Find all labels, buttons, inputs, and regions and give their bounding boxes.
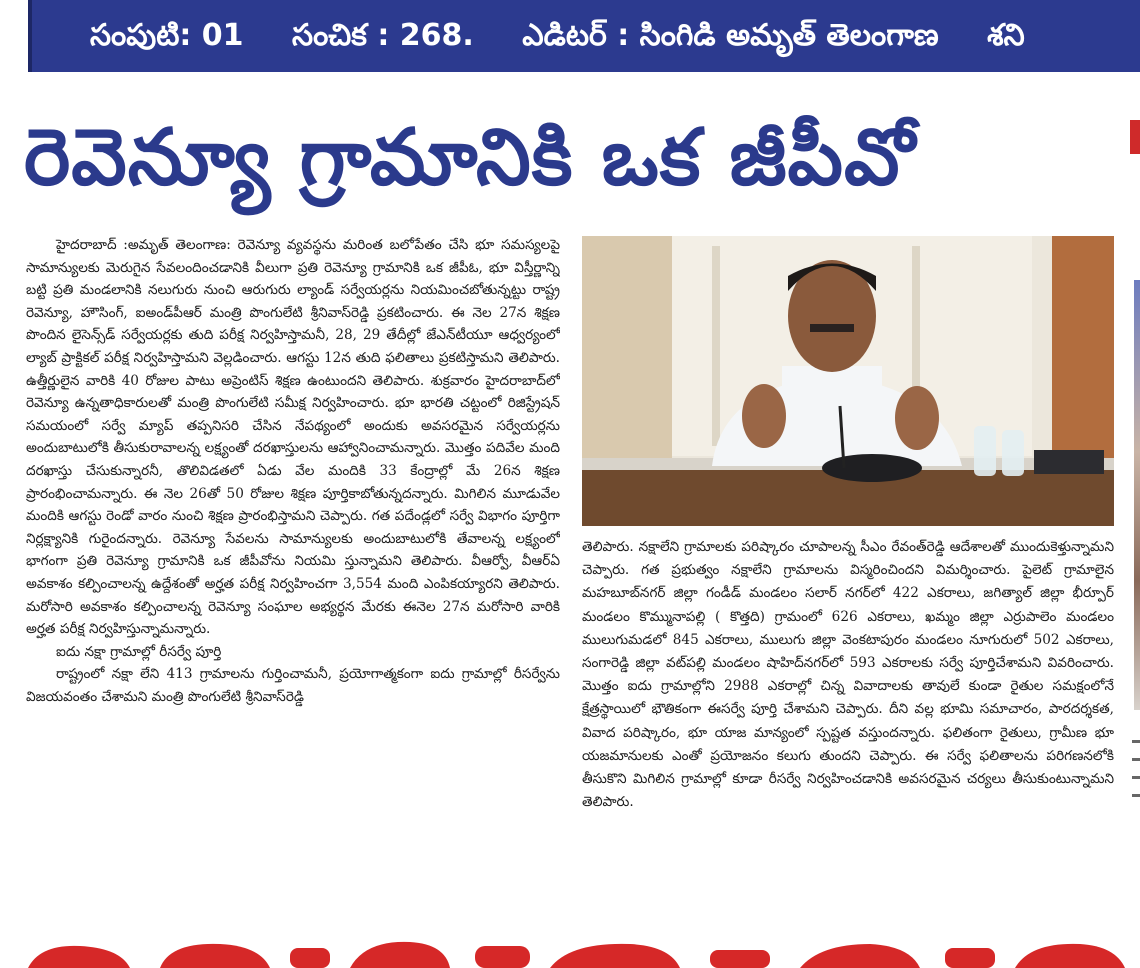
- volume-number: సంపుటి: 01: [90, 18, 244, 53]
- main-headline: రెవెన్యూ గ్రామానికి ఒక జీపీవో: [24, 113, 916, 203]
- article-paragraph: రాష్ట్రంలో నక్షా లేని 413 గ్రామాలను గుర్తించామనీ, ప్రయోగాత్మకంగా ఐదు గ్రామాల్లో రీసర్వేను విజయవంతం చేశామని మంత్రి పొంగులేటి శ్రీనివాస్‌రెడ్డి: [26, 666, 560, 705]
- minister-photo: [582, 236, 1114, 526]
- editor-line: ఎడిటర్ : సింగిడి అమృత్ తెలంగాణ: [522, 18, 939, 53]
- issue-number: సంచిక : 268.: [292, 18, 474, 53]
- article-paragraph: హైదరాబాద్ :అమృత్ తెలంగాణ: రెవెన్యూ వ్యవస్థను మరింత బలోపేతం చేసి భూ సమస్యలపై సామాన్యులకు మెరుగైన సేవలందించడానికి వీలుగా ప్రతి రెవెన్యూ గ్రామానికి ఒక జీపీఓ, భూ విస్తీర్ణాన్ని బట్టి ప్రతి మండలానికి నలుగురు నుంచి ఆరుగురు ల్యాండ్ సర్వేయర్లను నియమించబోతున్నట్టు రాష్ట్ర రెవెన్యూ, హౌసింగ్, ఐఅండ్‌పీఆర్ మంత్రి పొంగులేటి శ్రీనివాస్‌రెడ్డి ప్రకటించారు. ఈ నెల 27న శిక్షణ పొందిన లైసెన్స్‌డ్ సర్వేయర్లకు తుది పరీక్ష నిర్వహిస్తామనీ, 28, 29 తేదీల్లో జేఎన్‌టీయూ ఆధ్వర్యంలో ల్యాబ్ ప్రాక్టికల్ పరీక్ష నిర్వహిస్తామని వెల్లడించారు. ఆగస్టు 12న తుది ఫలితాలు ప్రకటిస్తామని తెలిపారు. ఉత్తీర్ణులైన వారికి 40 రోజుల పాటు అప్రెంటిస్ శిక్షణ ఉంటుందని తెలిపారు. శుక్రవారం హైదరాబాద్‌లో రెవెన్యూ ఉన్నతాధికారులతో మంత్రి పొంగులేటి సమీక్ష నిర్వహించారు. భూ భారతి చట్టంలో రిజిస్ట్రేషన్ సమయంలో సర్వే మ్యాప్ తప్పనిసరి చేసిన నేపథ్యంలో అందుకు అవసరమైన సర్వేయర్లను అందుబాటులోకి తీసుకురావాలన్న లక్ష్యంతో దరఖాస్తులను ఆహ్వానించామన్నారు. మొత్తం పదివేల మంది దరఖాస్తు చేసుకున్నారనీ, తొలివిడతలో ఏడు వేల మందికి 33 కేంద్రాల్లో మే 26న శిక్షణ ప్రారంభించామన్నారు. ఈ నెల 26తో 50 రోజుల శిక్షణ పూర్తికాబోతున్నదన్నారు. మిగిలిన మూడువేల మందికి ఆగస్టు రెండో వారం నుంచి శిక్షణ ప్రారంభిస్తామని చెప్పారు. గత పదేండ్లలో సర్వే విభాగం పూర్తిగా నిర్లక్ష్యానికి గురైందన్నారు. రెవెన్యూ సేవలను సామాన్యులకు అందుబాటులోకి తేవాలన్న లక్ష్యంలో భాగంగా ప్రతి రెవెన్యూ గ్రామానికి ఒక జీపీవోను నియమి స్తున్నామని తెలిపారు. వీఆర్వో, వీఆర్ఏ అవకాశం కల్పించాలన్న ఉద్దేశంతో అర్హత పరీక్ష నిర్వహించగా 3,554 మంది ఎంపికయ్యారని తెలిపారు. మరోసారి అవకాశం కల్పించాలన్న రెవెన్యూ సంఘాల అభ్యర్థన మేరకు ఈనెల 27న మరోసారి వారికి అర్హత పరీక్ష నిర్వహిస్తున్నామన్నారు.: [26, 237, 560, 638]
- adjacent-photo-edge: [1134, 280, 1140, 710]
- masthead-banner: [28, 0, 1140, 72]
- article-paragraph: తెలిపారు. నక్షాలేని గ్రామాలకు పరిష్కారం చూపాలన్న సీఎం రేవంత్‌రెడ్డి ఆదేశాలతో ముందుకెళ్తున్నామని చెప్పారు. గత ప్రభుత్వం నక్షాలేని గ్రామాలను విస్మరించిందని విమర్శించారు. పైలెట్ గ్రామాలైన మహబూబ్‌నగర్ జిల్లా గండీడ్ మండలం సలార్ నగర్‌లో 422 ఎకరాలు, జగిత్యాల్ జిల్లా భీర్పూర్ మండలం కొమ్మునాపల్లి ( కొత్తది) గ్రామంలో 626 ఎకరాలు, ఖమ్మం జిల్లా ఎర్రుపాలెం మండలం ములుగుమడలో 845 ఎకరాలు, ములుగు జిల్లా వెంకటాపురం మండలం నూగురులో 502 ఎకరాలు, సంగారెడ్డి జిల్లా వట్‌పల్లి మండలం షాహిద్‌నగర్‌లో 593 ఎకరాలకు సర్వే పూర్తిచేశామని వివరించారు. మొత్తం ఐదు గ్రామాల్లోని 2988 ఎకరాల్లో చిన్న వివాదాలకు తావులే కుండా రైతుల సమక్షంలోనే క్షేత్రస్థాయిలో భౌతికంగా ఈసర్వే పూర్తి చేశామని చెప్పారు. దీని వల్ల భూమి సమాచారం, పారదర్శకత, వివాద పరిష్కారం, భూ యాజ మాన్యంలో స్పష్టత వస్తుందన్నారు. ఫలితంగా రైతులు, గ్రామీణ భూ యజమానులకు ఎంతో ప్రయోజనం కలుగు తుందని చెప్పారు. ఈ సర్వే ఫలితాలను పరిగణనలోకి తీసుకొని మిగిలిన గ్రామాల్లో కూడా రీసర్వే నిర్వహించడానికి అవసరమైన చర్యలు తీసుకుంటున్నామని తెలిపారు.: [582, 539, 1114, 811]
- next-headline-fragment-icon: [20, 936, 1130, 968]
- next-headline-cutoff: [20, 936, 1130, 968]
- adjacent-text-edge: [1132, 740, 1140, 810]
- article-right-column: [582, 536, 1114, 916]
- masthead-text: [90, 14, 1063, 58]
- minister-photo-icon: [582, 236, 1114, 526]
- day-partial: శని: [987, 18, 1025, 53]
- adjacent-article-edge: [1130, 120, 1140, 154]
- article-subheading: ఐదు నక్షా గ్రామాల్లో రీసర్వే పూర్తి: [56, 643, 222, 660]
- article-left-column: [26, 234, 560, 914]
